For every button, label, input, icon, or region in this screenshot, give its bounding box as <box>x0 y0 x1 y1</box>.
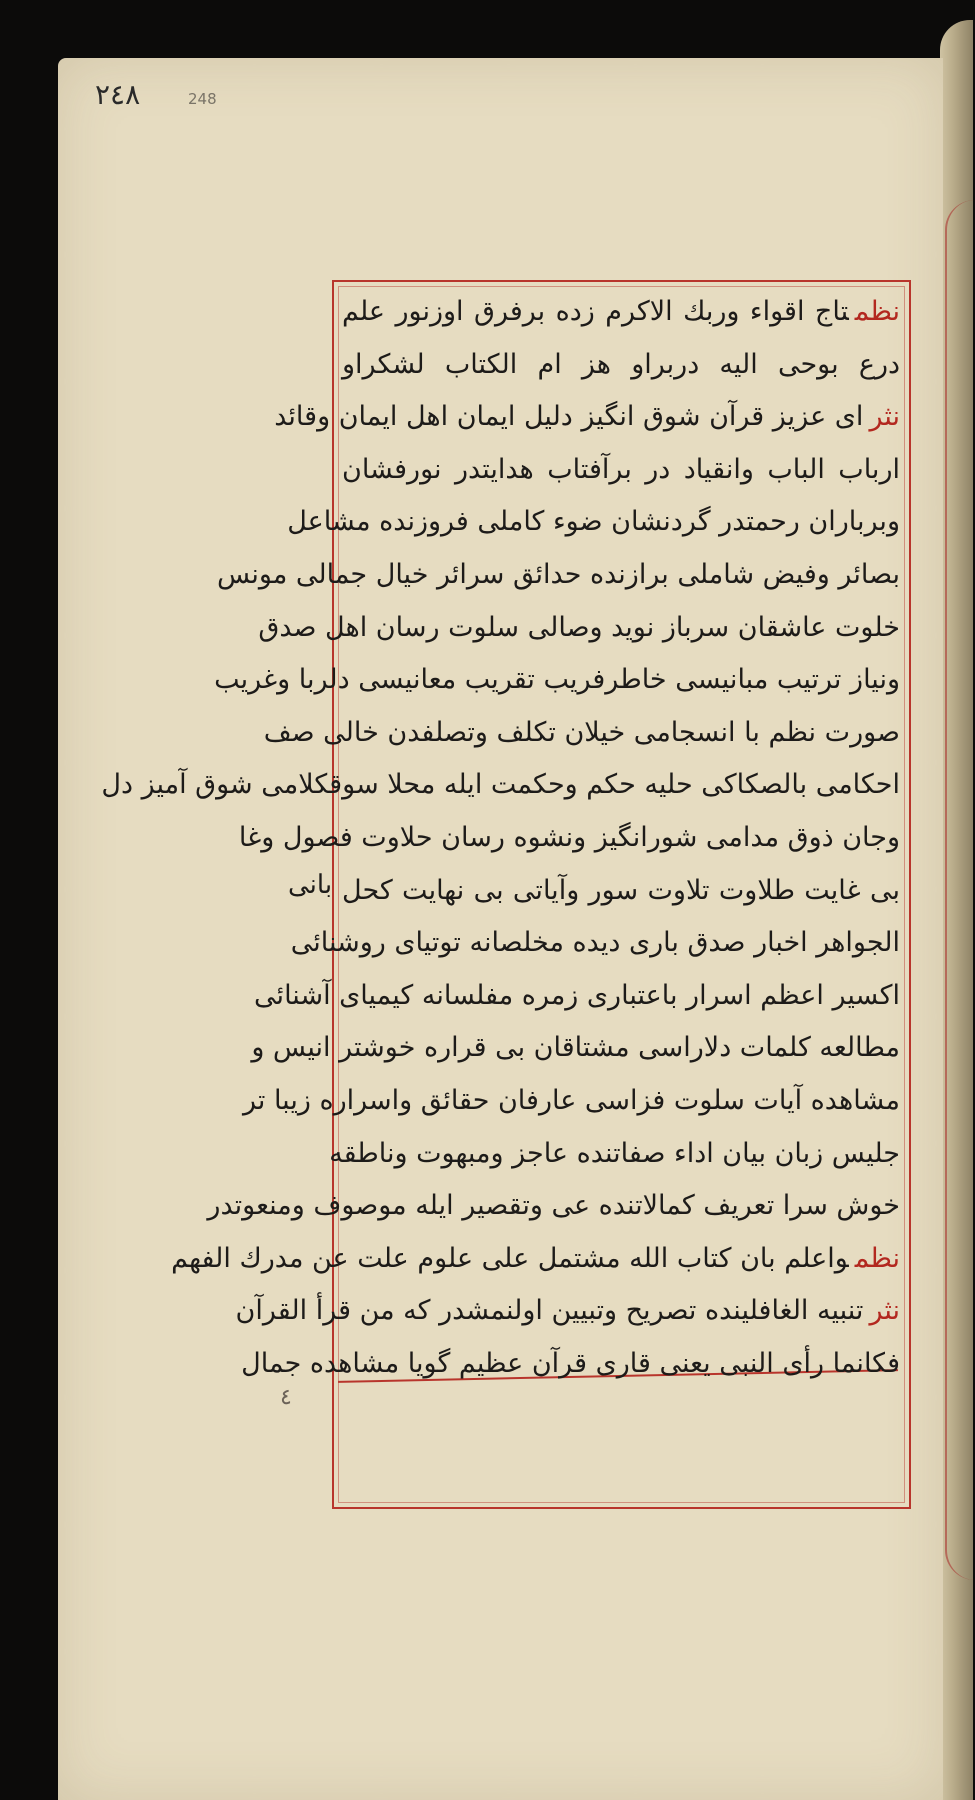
text-line <box>290 917 900 970</box>
line-text: خوش سرا تعریف كمالاتنده عی وتقصیر ایله موصوف ومنعوتدر <box>207 1190 900 1222</box>
line-text: الجواهر اخبار صدق باری دیده مخلصانه توتیای روشنائی <box>290 927 900 959</box>
text-line <box>254 970 900 1023</box>
text-line <box>207 1180 900 1233</box>
line-text: تاج اقواء وربك الاكرم زده برفرق اوزنور علم <box>342 296 849 327</box>
line-text: واعلم بان كتاب الله مشتمل علی علوم علت عن مدرك الفهم <box>171 1242 849 1274</box>
text-block <box>101 286 900 1390</box>
rubric-heading: نثر <box>869 1295 900 1327</box>
line-text: بصائر وفیض شاملی برازنده حدائق سرائر خیال جمالی مونس <box>216 558 900 590</box>
line-text: جلیس زبان بیان اداء صفاتنده عاجز ومبهوت وناطقه <box>329 1137 900 1169</box>
text-line <box>342 444 900 497</box>
line-text: صورت نظم با انسجامی خیلان تكلف وتصلفدن خالی صف <box>263 716 900 748</box>
line-text: درع بوحی الیه دربراو هز ام الكتاب لشكراو <box>342 348 900 380</box>
line-text: ای عزیز قرآن شوق انگیز دلیل ایمان اهل ایمان وقائد <box>274 401 864 433</box>
rubric-heading: نثر <box>869 401 900 433</box>
line-text: بی غایت طلاوت تلاوت سور وآیاتی بی نهایت كحل <box>342 874 900 906</box>
adjacent-page-rule <box>945 200 975 1580</box>
text-line <box>216 549 900 602</box>
rubric-heading: نظم <box>854 296 900 327</box>
text-line <box>258 602 900 655</box>
folio-pencil-number: 248 <box>188 90 217 108</box>
text-line <box>342 286 900 339</box>
line-text: مطالعه كلمات دلاراسی مشتاقان بی قراره خوشتر انیس و <box>251 1032 900 1064</box>
text-line <box>242 1075 900 1128</box>
line-text: ونیاز ترتیب مبانیسی خاطرفریب تقریب معانیسی دلربا وغریب <box>214 664 900 696</box>
text-line <box>263 707 900 760</box>
line-text: ارباب الباب وانقیاد در برآفتاب هدایتدر نورفشان <box>342 453 900 485</box>
text-line <box>241 1338 900 1391</box>
line-text: خلوت عاشقان سرباز نوید وصالی سلوت رسان اهل صدق <box>258 611 900 643</box>
text-line <box>287 496 900 549</box>
text-line <box>171 1233 900 1286</box>
text-line <box>235 1285 900 1338</box>
line-text: مشاهده آیات سلوت فزاسی عارفان حقائق واسراره زیبا تر <box>242 1084 900 1116</box>
margin-catchword: بانی <box>288 870 333 900</box>
text-line <box>274 391 900 444</box>
text-line <box>329 1128 900 1181</box>
folio-number: ٢٤٨ <box>95 78 141 111</box>
text-line <box>342 865 900 918</box>
margin-note: ٤ <box>280 1385 292 1410</box>
line-text: وبرباران رحمتدر گردنشان ضوء كاملی فروزنده مشاعل <box>287 506 900 538</box>
line-text: وجان ذوق مدامی شورانگیز ونشوه رسان حلاوت فصول وغا <box>238 821 900 853</box>
text-line <box>214 654 900 707</box>
text-line <box>238 812 900 865</box>
line-text: احكامی بالصكاكی حلیه حكم وحكمت ایله محلا سوقكلامی شوق آمیز دل <box>101 769 900 801</box>
line-text: اكسیر اعظم اسرار باعتباری زمره مفلسانه كیمیای آشنائی <box>254 979 900 1011</box>
rubric-heading: نظم <box>854 1242 900 1274</box>
text-line <box>101 759 900 812</box>
text-line <box>251 1022 900 1075</box>
line-text: فكانما رأی النبی یعنی قاری قرآن عظیم گویا مشاهده جمال <box>241 1347 900 1379</box>
text-line <box>342 339 900 392</box>
line-text: تنبیه الغافلینده تصریح وتبیین اولنمشدر كه من قرأ القرآن <box>235 1295 864 1327</box>
